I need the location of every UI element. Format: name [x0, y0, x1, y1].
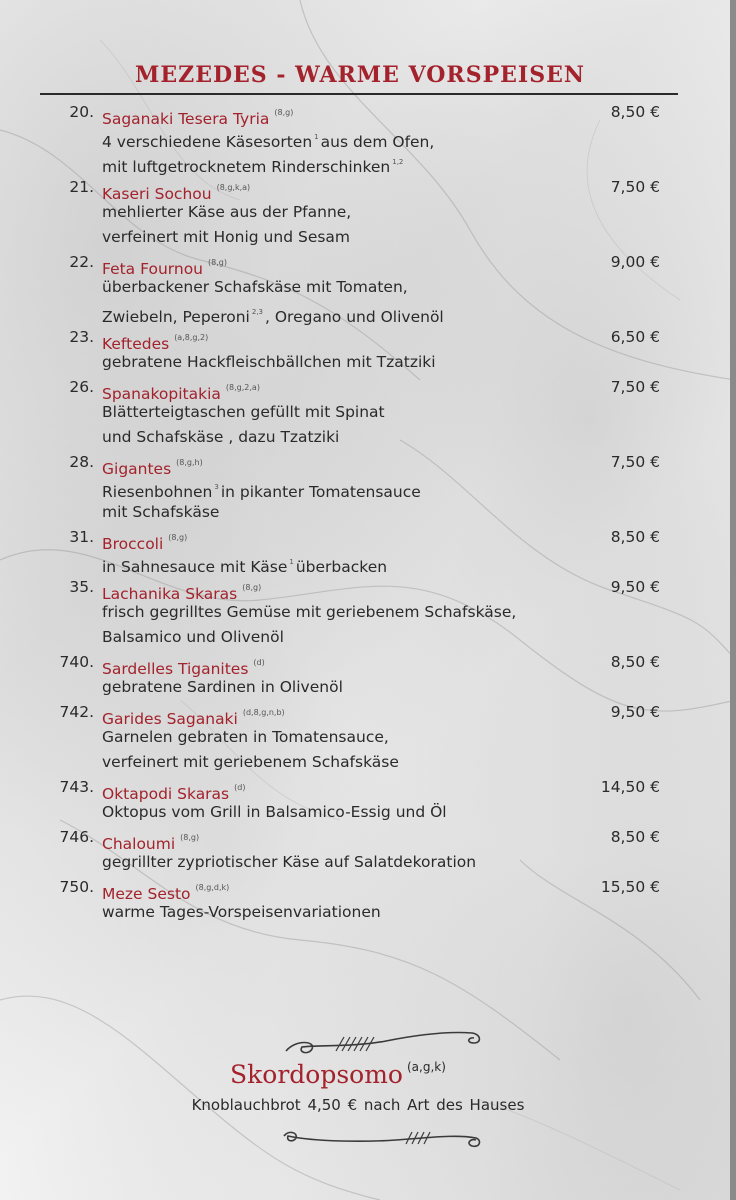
item-description: [102, 400, 385, 425]
item-description: [102, 900, 381, 925]
special-allergens: (a,g,k): [406, 1060, 446, 1074]
item-description-line: [0, 550, 736, 575]
item-allergens: (d): [253, 658, 265, 667]
item-allergens: (8,g): [242, 583, 262, 592]
menu-item-header: [0, 575, 736, 603]
description-text: Zwiebeln, Peperoni: [102, 308, 250, 326]
item-number: 23.: [69, 328, 94, 346]
item-name-text: Oktapodi Skaras: [102, 785, 230, 803]
menu-item-header: [0, 250, 736, 278]
item-description-line: [0, 300, 736, 325]
item-number: 26.: [69, 378, 94, 396]
description-text: mehlierter Käse aus der Pfanne,: [102, 203, 352, 221]
item-description: [102, 850, 476, 875]
item-description: [102, 425, 339, 450]
item-description: [102, 675, 343, 700]
item-description-line: [0, 850, 736, 875]
additive-footnote: 1: [314, 133, 319, 141]
item-price: 8,50 €: [610, 528, 660, 546]
item-name-text: Chaloumi: [102, 835, 176, 853]
item-allergens: (8,g): [180, 833, 200, 842]
menu-item-header: [0, 375, 736, 403]
item-price: 9,00 €: [610, 253, 660, 271]
item-number: 740.: [59, 653, 94, 671]
menu-item-header: [0, 825, 736, 853]
additive-footnote: 1,2: [392, 158, 404, 166]
item-description-line: [0, 625, 736, 650]
menu-item: [0, 775, 736, 825]
item-description-line: [0, 600, 736, 625]
item-name-text: Feta Fournou: [102, 260, 204, 278]
item-number: 746.: [59, 828, 94, 846]
item-allergens: (a,8,g,2): [174, 333, 209, 342]
item-name-text: Saganaki Tesera Tyria: [102, 110, 270, 128]
item-description-line: [0, 150, 736, 175]
item-description: [102, 200, 351, 225]
item-price: 9,50 €: [610, 703, 660, 721]
item-description-line: [0, 475, 736, 500]
item-allergens: (8,g,2,a): [225, 383, 260, 392]
item-description-line: [0, 725, 736, 750]
menu-item: [0, 875, 736, 925]
item-description: [102, 625, 284, 650]
description-text-continued: , Oregano und Olivenöl: [265, 308, 444, 326]
item-description: [102, 500, 219, 525]
item-allergens: (8,g,h): [176, 458, 203, 467]
item-number: 20.: [69, 103, 94, 121]
additive-footnote: 2,3: [251, 308, 263, 316]
item-description: [102, 350, 436, 375]
menu-item: [0, 700, 736, 775]
item-allergens: (8,g): [168, 533, 188, 542]
special-description: Knoblauchbrot 4,50 € nach Art des Hauses: [191, 1096, 525, 1114]
description-text: warme Tages-Vorspeisenvariationen: [102, 903, 381, 921]
description-text: gebratene Sardinen in Olivenöl: [102, 678, 343, 696]
item-price: 7,50 €: [610, 178, 660, 196]
menu-item: [0, 525, 736, 575]
item-price: 8,50 €: [610, 653, 660, 671]
item-price: 6,50 €: [610, 328, 660, 346]
menu-item-header: [0, 775, 736, 803]
menu-item-header: [0, 175, 736, 203]
item-price: 14,50 €: [600, 778, 660, 796]
item-description-line: [0, 750, 736, 775]
description-text-continued: aus dem Ofen,: [320, 133, 435, 151]
menu-item: [0, 325, 736, 375]
item-description-line: [0, 675, 736, 700]
special-item: [230, 1060, 446, 1089]
menu-item: [0, 250, 736, 325]
item-name-text: Gigantes: [102, 460, 172, 478]
item-description-line: [0, 200, 736, 225]
item-number: 31.: [69, 528, 94, 546]
description-text-continued: in pikanter Tomatensauce: [220, 483, 421, 501]
item-description-line: [0, 400, 736, 425]
title-divider: [40, 93, 678, 95]
menu-item-header: [0, 100, 736, 128]
item-allergens: (d): [234, 783, 246, 792]
item-name-text: Garides Saganaki: [102, 710, 238, 728]
item-name-text: Broccoli: [102, 535, 164, 553]
item-number: 750.: [59, 878, 94, 896]
item-price: 7,50 €: [610, 378, 660, 396]
item-name-text: Sardelles Tiganites: [102, 660, 249, 678]
item-description-line: [0, 225, 736, 250]
item-description: [102, 600, 516, 625]
item-description: [102, 800, 447, 825]
item-description-line: [0, 275, 736, 300]
additive-footnote: 1: [289, 558, 294, 566]
item-price: 9,50 €: [610, 578, 660, 596]
description-text: in Sahnesauce mit Käse: [102, 558, 288, 576]
additive-footnote: 3: [214, 483, 219, 491]
item-allergens: (8,g,k,a): [216, 183, 251, 192]
description-text: mit Schafskäse: [102, 503, 220, 521]
menu-item: [0, 825, 736, 875]
item-number: 742.: [59, 703, 94, 721]
item-description: [102, 725, 389, 750]
item-description-line: [0, 125, 736, 150]
item-price: 15,50 €: [600, 878, 660, 896]
item-description-line: [0, 900, 736, 925]
item-description: [102, 275, 408, 300]
menu-item-header: [0, 450, 736, 478]
item-description-line: [0, 800, 736, 825]
item-price: 8,50 €: [610, 828, 660, 846]
item-description-line: [0, 500, 736, 525]
item-allergens: (d,8,g,n,b): [242, 708, 285, 717]
menu-item-header: [0, 325, 736, 353]
item-description: [102, 225, 350, 250]
item-price: 7,50 €: [610, 453, 660, 471]
item-name-text: Lachanika Skaras: [102, 585, 238, 603]
description-text: Balsamico und Olivenöl: [102, 628, 284, 646]
item-name-text: Kaseri Sochou: [102, 185, 212, 203]
description-text: Oktopus vom Grill in Balsamico-Essig und Öl: [102, 803, 447, 821]
description-text: mit luftgetrocknetem Rinderschinken: [102, 158, 391, 176]
description-text: gegrillter zypriotischer Käse auf Salatdekoration: [102, 853, 477, 871]
menu-item: [0, 650, 736, 700]
description-text: und Schafskäse , dazu Tzatziki: [102, 428, 340, 446]
item-allergens: (8,g): [208, 258, 227, 267]
menu-item: [0, 175, 736, 250]
menu-item-header: [0, 875, 736, 903]
special-name: Skordopsomo: [230, 1060, 403, 1089]
description-text-continued: überbacken: [295, 558, 388, 576]
item-number: 743.: [59, 778, 94, 796]
menu-item-header: [0, 525, 736, 553]
item-name-text: Keftedes: [102, 335, 170, 353]
menu-list: [0, 100, 736, 925]
description-text: frisch gegrilltes Gemüse mit geriebenem Schafskäse,: [102, 603, 517, 621]
menu-item: [0, 100, 736, 175]
item-number: 21.: [69, 178, 94, 196]
description-text: verfeinert mit Honig und Sesam: [102, 228, 351, 246]
item-description-line: [0, 425, 736, 450]
description-text: Riesenbohnen: [102, 483, 213, 501]
item-allergens: (8,g,d,k): [195, 883, 230, 892]
menu-item-header: [0, 700, 736, 728]
description-text: 4 verschiedene Käsesorten: [102, 133, 313, 151]
menu-item: [0, 575, 736, 650]
item-description: [102, 750, 399, 775]
ornament-bottom: [276, 1122, 486, 1156]
item-description-line: [0, 350, 736, 375]
item-price: 8,50 €: [610, 103, 660, 121]
item-name-text: Meze Sesto: [102, 885, 191, 903]
description-text: Blätterteigtaschen gefüllt mit Spinat: [102, 403, 385, 421]
description-text: verfeinert mit geriebenem Schafskäse: [102, 753, 399, 771]
item-number: 35.: [69, 578, 94, 596]
section-title: MEZEDES - WARME VORSPEISEN: [135, 62, 585, 88]
menu-item: [0, 375, 736, 450]
item-name-text: Spanakopitakia: [102, 385, 221, 403]
menu-item-header: [0, 650, 736, 678]
item-number: 28.: [69, 453, 94, 471]
item-allergens: (8,g): [274, 108, 294, 117]
menu-item: [0, 450, 736, 525]
item-number: 22.: [69, 253, 94, 271]
description-text: überbackener Schafskäse mit Tomaten,: [102, 278, 408, 296]
ornament-top: [276, 1025, 486, 1059]
description-text: gebratene Hackfleischbällchen mit Tzatziki: [102, 353, 436, 371]
description-text: Garnelen gebraten in Tomatensauce,: [102, 728, 389, 746]
